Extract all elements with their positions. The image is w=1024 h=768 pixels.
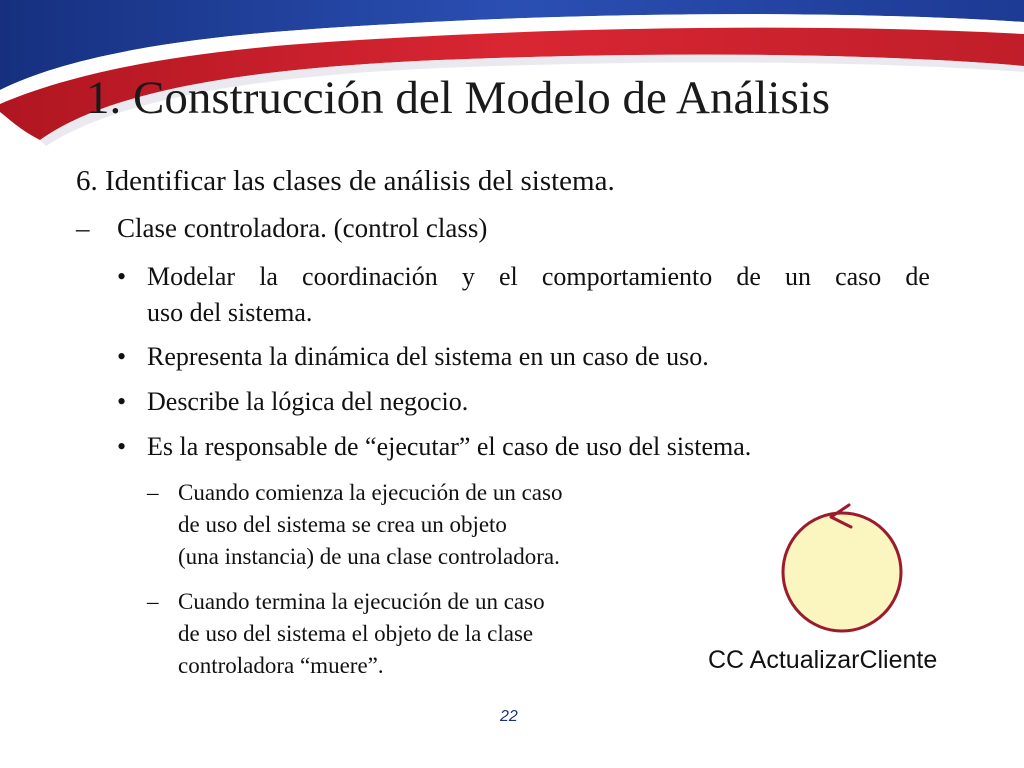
bullet-1-line-2: uso del sistema. [147,298,313,327]
sub-bullet-dash: – [147,480,159,505]
bullet-dot: • [117,432,127,461]
bullet-dot: • [117,387,127,416]
page-number: 22 [500,708,518,725]
word: comportamiento [541,262,713,291]
bullet-2: Representa la dinámica del sistema en un caso de uso. [147,342,709,371]
slide-title: 1. Construcción del Modelo de Análisis [86,72,831,124]
step-heading: 6. Identificar las clases de análisis del sistema. [76,165,615,197]
word: de [905,262,930,291]
sub-bullet-1-line-3: (una instancia) de una clase controladora. [178,544,560,569]
word: el [498,262,518,291]
control-class-icon [775,500,910,635]
sub-bullet-2-line-3: controladora “muere”. [178,653,384,678]
bullet-dot: • [117,262,127,291]
sub-bullet-2-line-2: de uso del sistema el objeto de la clase [178,621,534,646]
sub-bullet-1-line-2: de uso del sistema se crea un objeto [178,512,507,537]
control-class-heading: Clase controladora. (control class) [117,213,488,243]
sub-bullet-1-line-1: Cuando comienza la ejecución de un caso [178,480,563,505]
word: y [461,262,475,291]
word: Modelar [147,262,236,291]
bullet-3: Describe la lógica del negocio. [147,387,469,416]
word: la [259,262,278,291]
word: de [736,262,761,291]
bullet-4: Es la responsable de “ejecutar” el caso de uso del sistema. [147,432,752,461]
word: un [784,262,811,291]
sub-bullet-2-line-1: Cuando termina la ejecución de un caso [178,589,545,614]
bullet-dot: • [117,342,127,371]
control-class-circle [783,513,901,631]
level2-dash: – [76,213,90,243]
word: coordinación [302,262,438,291]
control-class-label: CC ActualizarCliente [708,646,938,674]
word: caso [835,262,882,291]
bullet-1-line-1 [147,260,930,294]
sub-bullet-dash: – [147,589,159,614]
